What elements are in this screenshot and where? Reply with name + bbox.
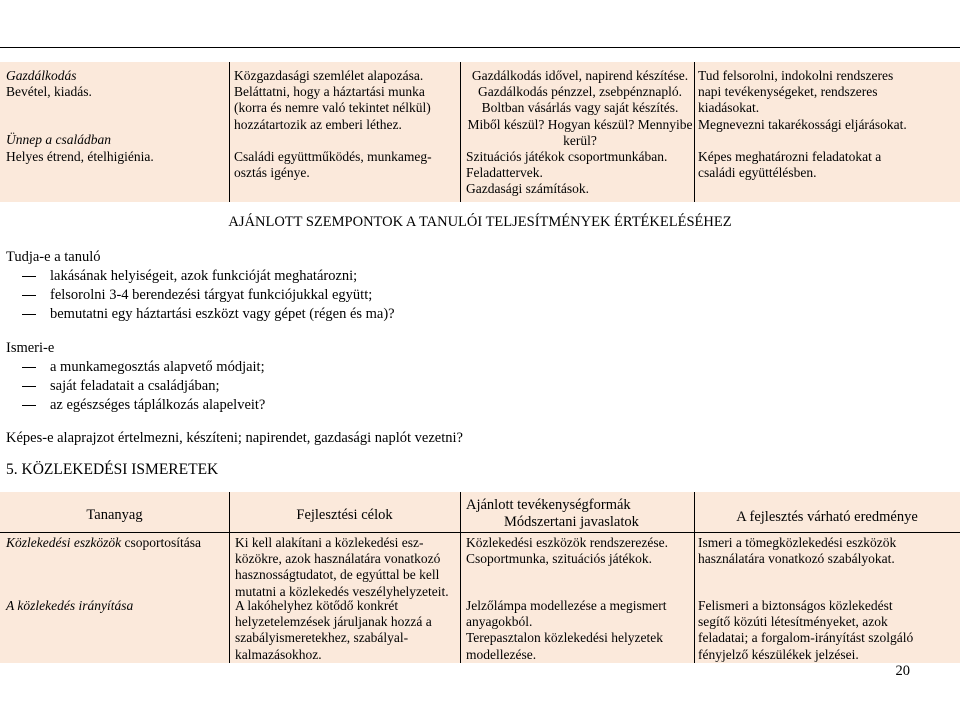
list-item xyxy=(6,396,265,415)
text-line: Családi együttműködés, munkameg- xyxy=(234,148,432,164)
text-line: modellezése. xyxy=(466,646,537,662)
header-fejlesztesi: Fejlesztési célok xyxy=(296,507,393,523)
list-item-text: felsorolni 3-4 berendezési tárgyat funkciójukkal együtt; xyxy=(50,287,373,303)
list-item-text: bemutatni egy háztartási eszközt vagy gépet (régen és ma)? xyxy=(50,306,395,322)
topic-line: Bevétel, kiadás. xyxy=(6,84,92,100)
row2-ajanlott xyxy=(466,598,694,663)
tudja-section xyxy=(6,248,395,324)
topic-gazdalkodas: Gazdálkodás xyxy=(6,68,77,83)
text-line: osztás igénye. xyxy=(234,165,310,181)
list-item xyxy=(6,377,265,396)
section-title: 5. KÖZLEKEDÉSI ISMERETEK xyxy=(6,461,219,478)
header-tananyag: Tananyag xyxy=(86,507,143,523)
row1-fejlesztesi xyxy=(235,535,459,600)
text-line: Miből készül? Hogyan készül? Mennyibe xyxy=(467,116,693,132)
text-line: Jelzőlámpa modellezése a megismert xyxy=(466,598,667,613)
list-item xyxy=(6,286,395,305)
dash-bullet xyxy=(22,367,36,368)
header-ajanlott-line2: Módszertani javaslatok xyxy=(504,514,639,530)
list-item xyxy=(6,305,395,324)
list-item-text: az egészséges táplálkozás alapelveit? xyxy=(50,397,266,413)
row2-varhato xyxy=(698,598,956,663)
text-line: családi együttélésben. xyxy=(698,165,817,181)
tudja-intro: Tudja-e a tanuló xyxy=(6,249,101,265)
text-line: Boltban vásárlás vagy saját készítés. xyxy=(481,100,679,116)
list-item-text: a munkamegosztás alapvető módjait; xyxy=(50,359,265,375)
top-table xyxy=(0,62,960,202)
text-line: Képes meghatározni feladatokat a xyxy=(698,148,882,164)
text-line: napi tevékenységeket, rendszeres xyxy=(698,84,878,100)
text-line: kiadásokat. xyxy=(698,100,760,116)
row1-ajanlott xyxy=(466,535,694,567)
dash-bullet xyxy=(22,276,36,277)
text-line: Szituációs játékok csoportmunkában. xyxy=(466,149,668,165)
text-line: Gazdálkodás idővel, napirend készítése. xyxy=(471,68,689,83)
list-item-text: lakásának helyiségeit, azok funkcióját meghatározni; xyxy=(50,268,358,284)
text-line: fényjelző készülékek jelzései. xyxy=(698,646,859,662)
dash-bullet xyxy=(22,386,36,387)
row2-tananyag: A közlekedés irányítása xyxy=(6,598,134,613)
text-line: Közlekedési eszközök rendszerezése. xyxy=(466,535,669,550)
kepes-text: Képes-e alaprajzot értelmezni, készíteni; napirendet, gazdasági naplót vezetni? xyxy=(6,430,463,446)
text-line: Csoportmunka, szituációs játékok. xyxy=(466,551,652,567)
top-col-varhato xyxy=(698,68,956,181)
row1-tananyag xyxy=(6,535,228,551)
ismeri-section xyxy=(6,339,265,415)
text-line: Megnevezni takarékossági eljárásokat. xyxy=(698,116,907,132)
topic-line: Helyes étrend, ételhigiénia. xyxy=(6,148,154,164)
text-line: használatára vonatkozó szabályokat. xyxy=(698,551,895,567)
text-line: Gazdálkodás pénzzel, zsebpénznapló. xyxy=(478,84,682,100)
top-col-fejlesztesi xyxy=(234,68,454,181)
text-line: feladatai; a forgalom-irányítást szolgáló xyxy=(698,630,914,646)
text-line: szabályismeretekhez, szabályal- xyxy=(235,630,409,646)
text-line: Ismeri a tömegközlekedési eszközök xyxy=(698,535,897,550)
text-line: kalmazásokhoz. xyxy=(235,646,322,662)
text-line: hasznosságtudatot, de egyúttal be kell xyxy=(235,567,440,583)
header-ajanlott xyxy=(466,497,694,531)
text-line: A lakóhelyhez kötődő konkrét xyxy=(235,598,399,613)
text-line: Feladattervek. xyxy=(466,165,543,181)
bottom-table xyxy=(0,492,960,663)
row1-varhato xyxy=(698,535,956,567)
column-divider xyxy=(460,62,461,202)
text-line: anyagokból. xyxy=(466,614,533,630)
dash-bullet xyxy=(22,314,36,315)
text-line: Beláttatni, hogy a háztartási munka xyxy=(234,84,425,100)
top-col-ajanlott xyxy=(466,68,694,198)
list-item-text: saját feladatait a családjában; xyxy=(50,378,220,394)
text-line: Ki kell alakítani a közlekedési esz- xyxy=(235,535,424,550)
column-divider xyxy=(229,62,230,202)
page-number: 20 xyxy=(895,663,910,679)
text-line: segítő közúti létesítményeket, azok xyxy=(698,614,888,630)
text-line: kerül? xyxy=(563,132,597,148)
text-line: Felismeri a biztonságos közlekedést xyxy=(698,598,893,613)
header-varhato: A fejlesztés várható eredménye xyxy=(736,509,918,525)
list-item xyxy=(6,358,265,377)
ismeri-intro: Ismeri-e xyxy=(6,340,55,356)
column-divider xyxy=(694,62,695,202)
text-line: mutatni a közlekedés veszélyhelyzeteit. xyxy=(235,583,449,599)
text-line: hozzátartozik az emberi léthez. xyxy=(234,116,402,132)
dash-bullet xyxy=(22,405,36,406)
text-line: helyzetelemzések járuljanak hozzá a xyxy=(235,614,432,630)
top-col-tananyag xyxy=(6,68,224,165)
row1-tananyag-rest: csoportosítása xyxy=(121,535,201,550)
text-line: Gazdasági számítások. xyxy=(466,181,589,197)
kepes-line xyxy=(6,429,463,448)
dash-bullet xyxy=(22,295,36,296)
list-item xyxy=(6,267,395,286)
column-divider xyxy=(460,492,461,663)
row2-fejlesztesi xyxy=(235,598,459,663)
text-line: Tud felsorolni, indokolni rendszeres xyxy=(698,68,894,83)
header-ajanlott-line1: Ajánlott tevékenységformák xyxy=(466,497,631,513)
text-line: Terepasztalon közlekedési helyzetek xyxy=(466,630,663,646)
text-line: (korra és nemre való tekintet nélkül) xyxy=(234,100,431,116)
topic-unnep: Ünnep a családban xyxy=(6,132,111,148)
text-line: Közgazdasági szemlélet alapozása. xyxy=(234,68,424,83)
assessment-heading: AJÁNLOTT SZEMPONTOK A TANULÓI TELJESÍTMÉNYEK ÉRTÉKELÉSÉHEZ xyxy=(228,214,732,230)
row1-tananyag-italic: Közlekedési eszközök xyxy=(6,535,122,550)
text-line: közökre, azok használatára vonatkozó xyxy=(235,551,441,567)
header-divider xyxy=(0,532,960,533)
top-rule xyxy=(0,47,960,48)
